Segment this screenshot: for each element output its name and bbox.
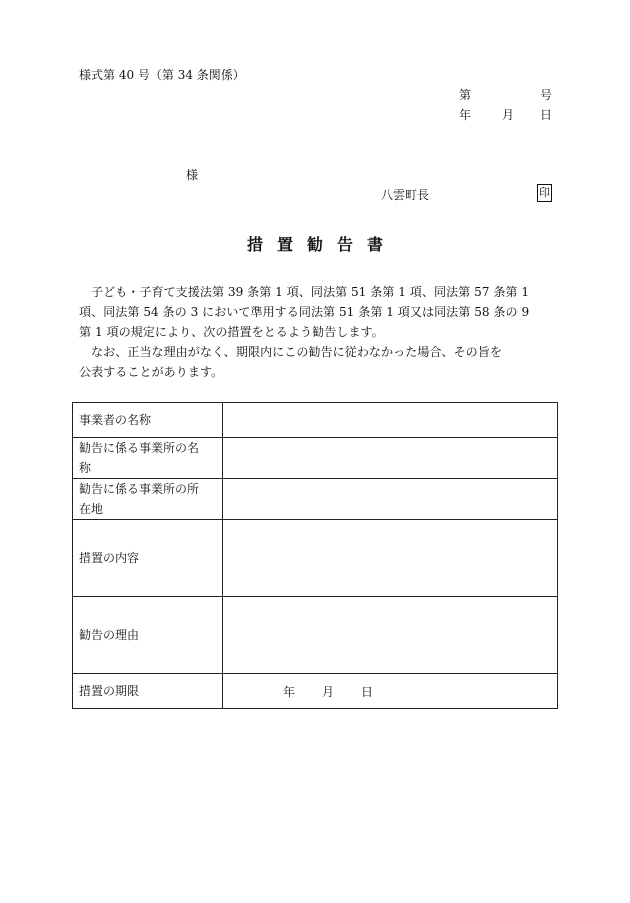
date-day-label: 日 <box>540 108 553 122</box>
table-value-reason <box>223 597 558 674</box>
table-row <box>73 438 558 479</box>
table-row <box>73 403 558 438</box>
table-label-office-address: 勧告に係る事業所の所 在地 <box>73 479 223 520</box>
date-month-label: 月 <box>502 108 515 122</box>
table-label-office-name: 勧告に係る事業所の名 称 <box>73 438 223 479</box>
table-row <box>73 597 558 674</box>
table-label-business-name: 事業者の名称 <box>73 403 223 438</box>
table-value-measure-content <box>223 520 558 597</box>
table-value-office-address <box>223 479 558 520</box>
recommendation-table <box>72 402 558 709</box>
table-row <box>73 520 558 597</box>
issuer-name: 八雲町長 <box>381 188 430 202</box>
seal-mark: 印 <box>537 184 552 202</box>
date-year-label: 年 <box>459 108 472 122</box>
deadline-year-label: 年 <box>283 684 296 699</box>
table-row <box>73 479 558 520</box>
form-number: 様式第 40 号（第 34 条関係） <box>79 68 245 82</box>
table-label-deadline: 措置の期限 <box>73 674 223 709</box>
table-label-measure-content: 措置の内容 <box>73 520 223 597</box>
deadline-day-label: 日 <box>361 684 374 699</box>
document-number-prefix: 第 <box>459 88 472 102</box>
document-title: 措置勧告書 <box>246 235 397 254</box>
deadline-month-label: 月 <box>322 684 335 699</box>
table-value-deadline <box>223 674 558 709</box>
table-label-reason: 勧告の理由 <box>73 597 223 674</box>
document-number-suffix: 号 <box>540 88 553 102</box>
table-row <box>73 674 558 709</box>
addressee-honorific: 様 <box>186 168 199 182</box>
body-paragraph-1: 子ども・子育て支援法第 39 条第 1 項、同法第 51 条第 1 項、同法第 57 条第 1 項、同法第 54 条の 3 において準用する同法第 51 条第 1 項又は同法第 58 条の 9 第 1 項の規定により、次の措置をとるよう勧告します。 <box>79 285 530 339</box>
table-value-business-name <box>223 403 558 438</box>
body-paragraph-2: なお、正当な理由がなく、期限内にこの勧告に従わなかった場合、その旨を 公表することがあります。 <box>79 345 502 379</box>
body-text <box>79 282 553 382</box>
table-value-office-name <box>223 438 558 479</box>
deadline-date <box>283 683 373 700</box>
